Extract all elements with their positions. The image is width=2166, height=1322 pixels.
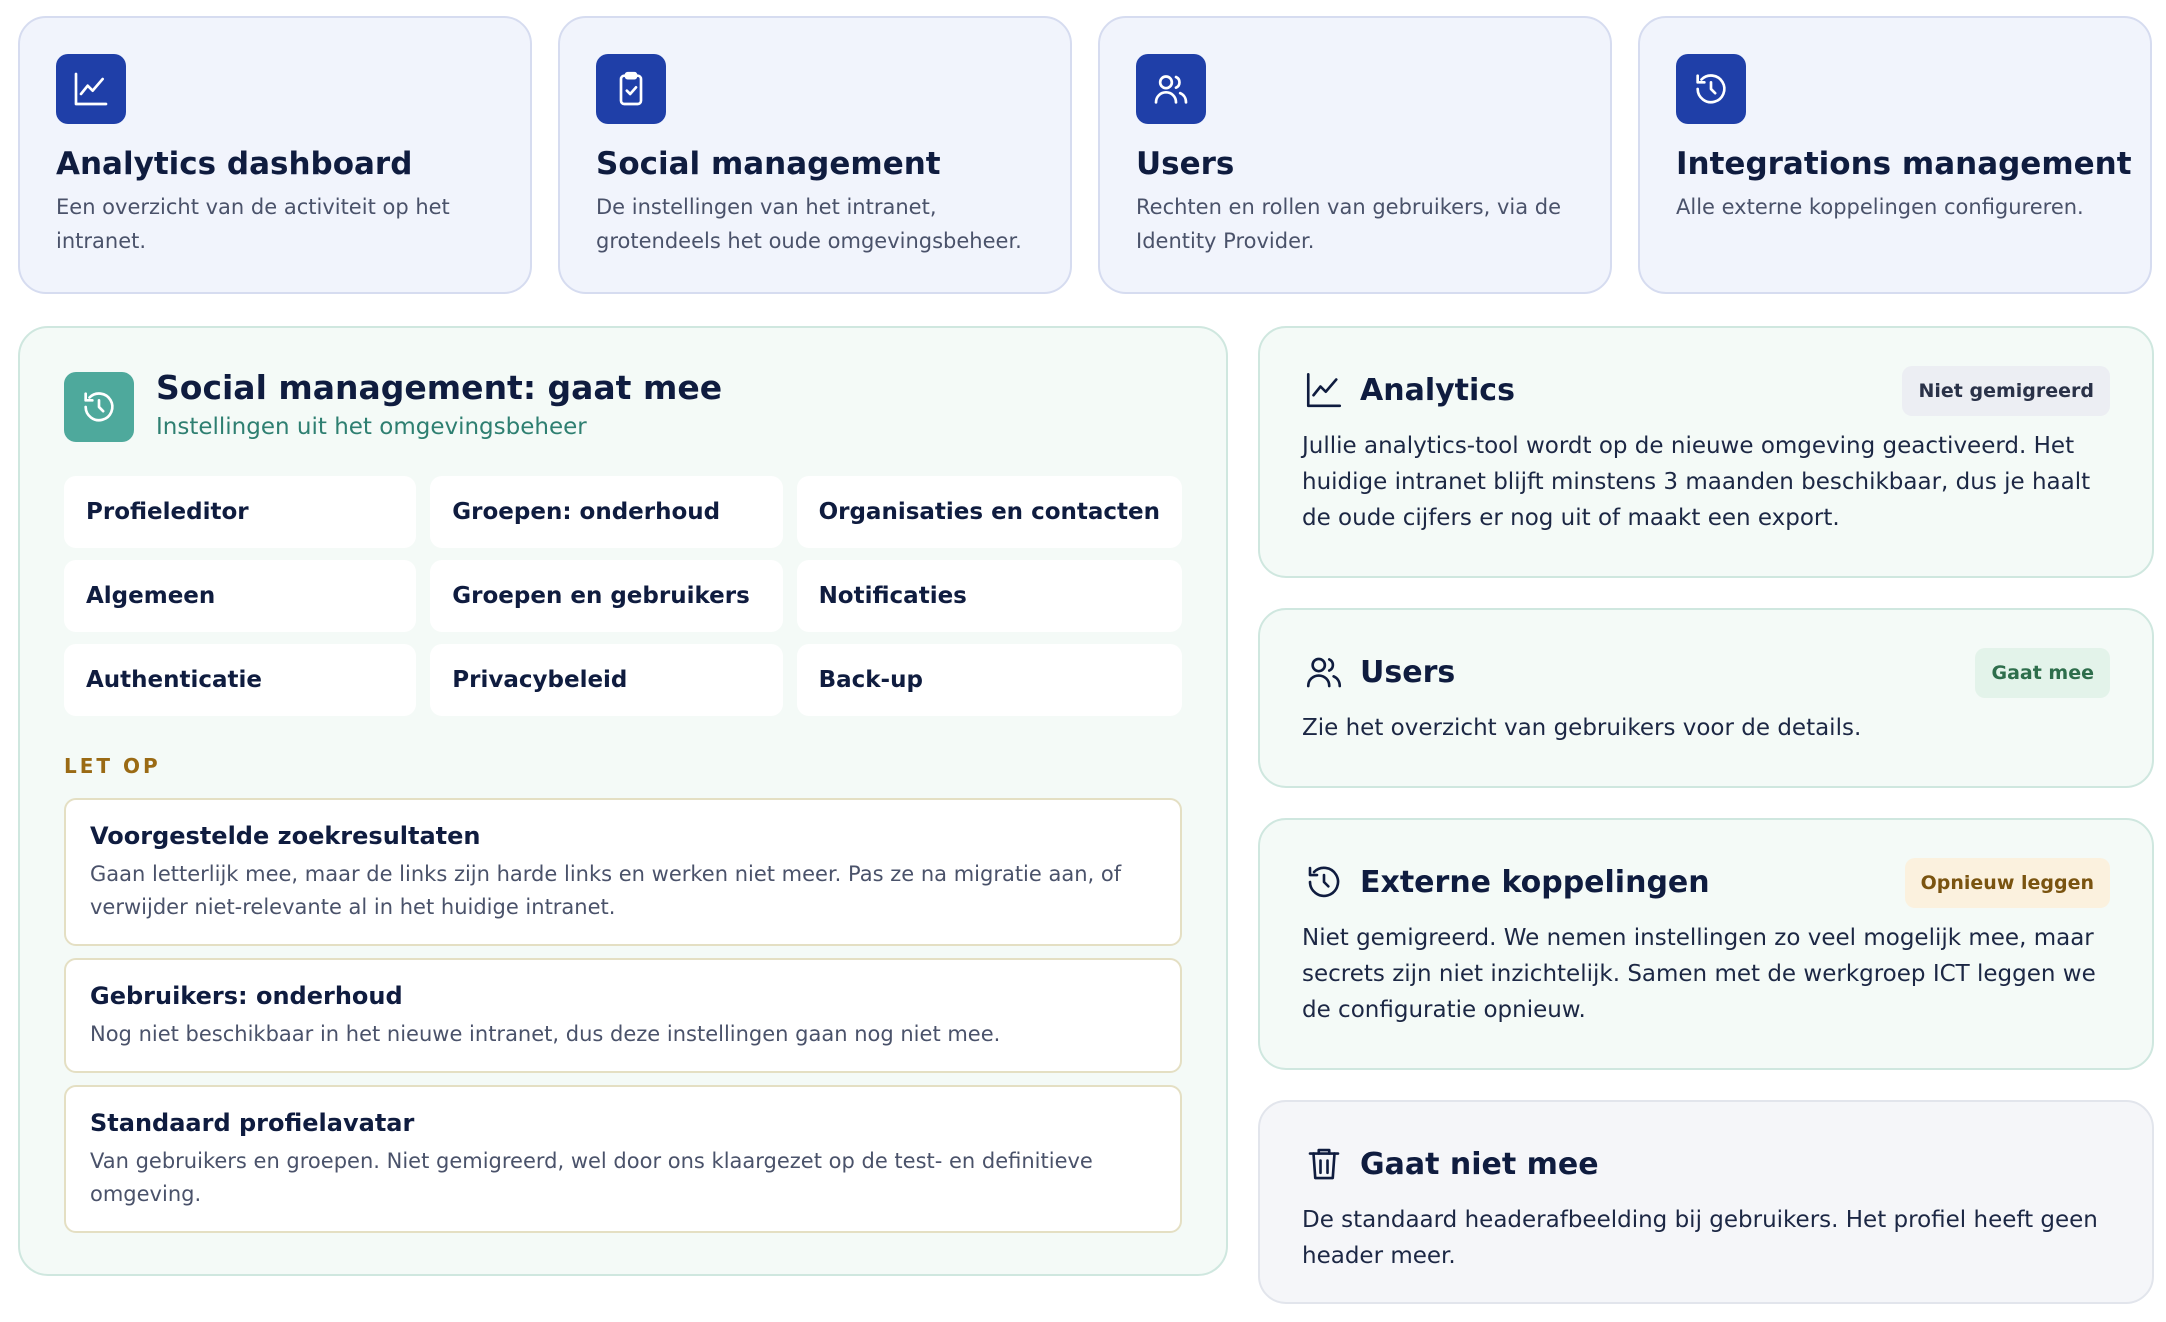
setting-item: Privacybeleid — [430, 644, 782, 716]
settings-grid — [64, 476, 1182, 716]
history-icon — [1676, 54, 1746, 124]
users-icon — [1136, 54, 1206, 124]
history-icon — [64, 372, 134, 442]
card-description: De instellingen van het intranet, grotendeels het oude omgevingsbeheer. — [596, 195, 1022, 253]
note-card — [64, 958, 1182, 1073]
status-badge: Opnieuw leggen — [1905, 858, 2110, 908]
card-title: Analytics dashboard — [56, 146, 413, 182]
note-card — [64, 1085, 1182, 1233]
status-text: Niet gemigreerd. We nemen instellingen zo veel mogelijk mee, maar secrets zijn niet inzichtelijk. Samen met de werkgroep ICT leggen we de configuratie opnieuw. — [1302, 925, 2096, 1023]
status-title: Externe koppelingen — [1360, 864, 1710, 900]
card-title: Integrations management — [1676, 146, 2132, 182]
attention-notes — [64, 798, 1182, 1245]
status-badge: Gaat mee — [1975, 648, 2110, 698]
setting-item: Groepen: onderhoud — [430, 476, 782, 548]
status-title: Analytics — [1360, 372, 1515, 408]
card-description: Rechten en rollen van gebruikers, via de Identity Provider. — [1136, 195, 1562, 253]
status-card-analytics — [1258, 326, 2154, 578]
history-icon — [1302, 860, 1346, 904]
attention-label: LET OP — [64, 754, 161, 778]
social-management-panel — [18, 326, 1228, 1276]
panel-subtitle: Instellingen uit het omgevingsbeheer — [156, 414, 587, 440]
card-title: Users — [1136, 146, 1235, 182]
status-card-users — [1258, 608, 2154, 788]
card-description: Alle externe koppelingen configureren. — [1676, 195, 2084, 219]
status-badge: Niet gemigreerd — [1902, 366, 2110, 416]
note-title: Gebruikers: onderhoud — [90, 982, 403, 1010]
status-text: Zie het overzicht van gebruikers voor de details. — [1302, 715, 1862, 741]
panel-title: Social management: gaat mee — [156, 368, 723, 407]
card-social-management[interactable] — [558, 16, 1072, 294]
note-title: Standaard profielavatar — [90, 1109, 415, 1137]
note-text: Van gebruikers en groepen. Niet gemigreerd, wel door ons klaargezet op de test- en definitieve omgeving. — [90, 1149, 1093, 1206]
clipboard-check-icon — [596, 54, 666, 124]
status-text: Jullie analytics-tool wordt op de nieuwe omgeving geactiveerd. Het huidige intranet blijft minstens 3 maanden beschikbaar, dus je haalt de oude cijfers er nog uit of maakt een export. — [1302, 433, 2091, 531]
setting-item: Authenticatie — [64, 644, 416, 716]
card-title: Social management — [596, 146, 941, 182]
setting-item: Groepen en gebruikers — [430, 560, 782, 632]
note-card — [64, 798, 1182, 946]
chart-line-icon — [1302, 368, 1346, 412]
setting-item: Organisaties en contacten — [797, 476, 1182, 548]
card-users[interactable] — [1098, 16, 1612, 294]
card-integrations-management[interactable] — [1638, 16, 2152, 294]
note-text: Gaan letterlijk mee, maar de links zijn harde links en werken niet meer. Pas ze na migratie aan, of verwijder niet-relevante al in het huidige intranet. — [90, 862, 1122, 919]
setting-item: Algemeen — [64, 560, 416, 632]
status-card-externe-koppelingen — [1258, 818, 2154, 1070]
note-title: Voorgestelde zoekresultaten — [90, 822, 481, 850]
users-icon — [1302, 650, 1346, 694]
status-title: Users — [1360, 654, 1456, 690]
chart-line-icon — [56, 54, 126, 124]
trash-icon — [1302, 1142, 1346, 1186]
note-text: Nog niet beschikbaar in het nieuwe intranet, dus deze instellingen gaan nog niet mee. — [90, 1022, 1001, 1046]
setting-item: Notificaties — [797, 560, 1182, 632]
status-card-gaat-niet-mee — [1258, 1100, 2154, 1304]
status-title: Gaat niet mee — [1360, 1146, 1599, 1182]
card-analytics-dashboard[interactable] — [18, 16, 532, 294]
card-description: Een overzicht van de activiteit op het intranet. — [56, 195, 450, 253]
setting-item: Profieleditor — [64, 476, 416, 548]
status-text: De standaard headerafbeelding bij gebruikers. Het profiel heeft geen header meer. — [1302, 1207, 2098, 1269]
setting-item: Back-up — [797, 644, 1182, 716]
